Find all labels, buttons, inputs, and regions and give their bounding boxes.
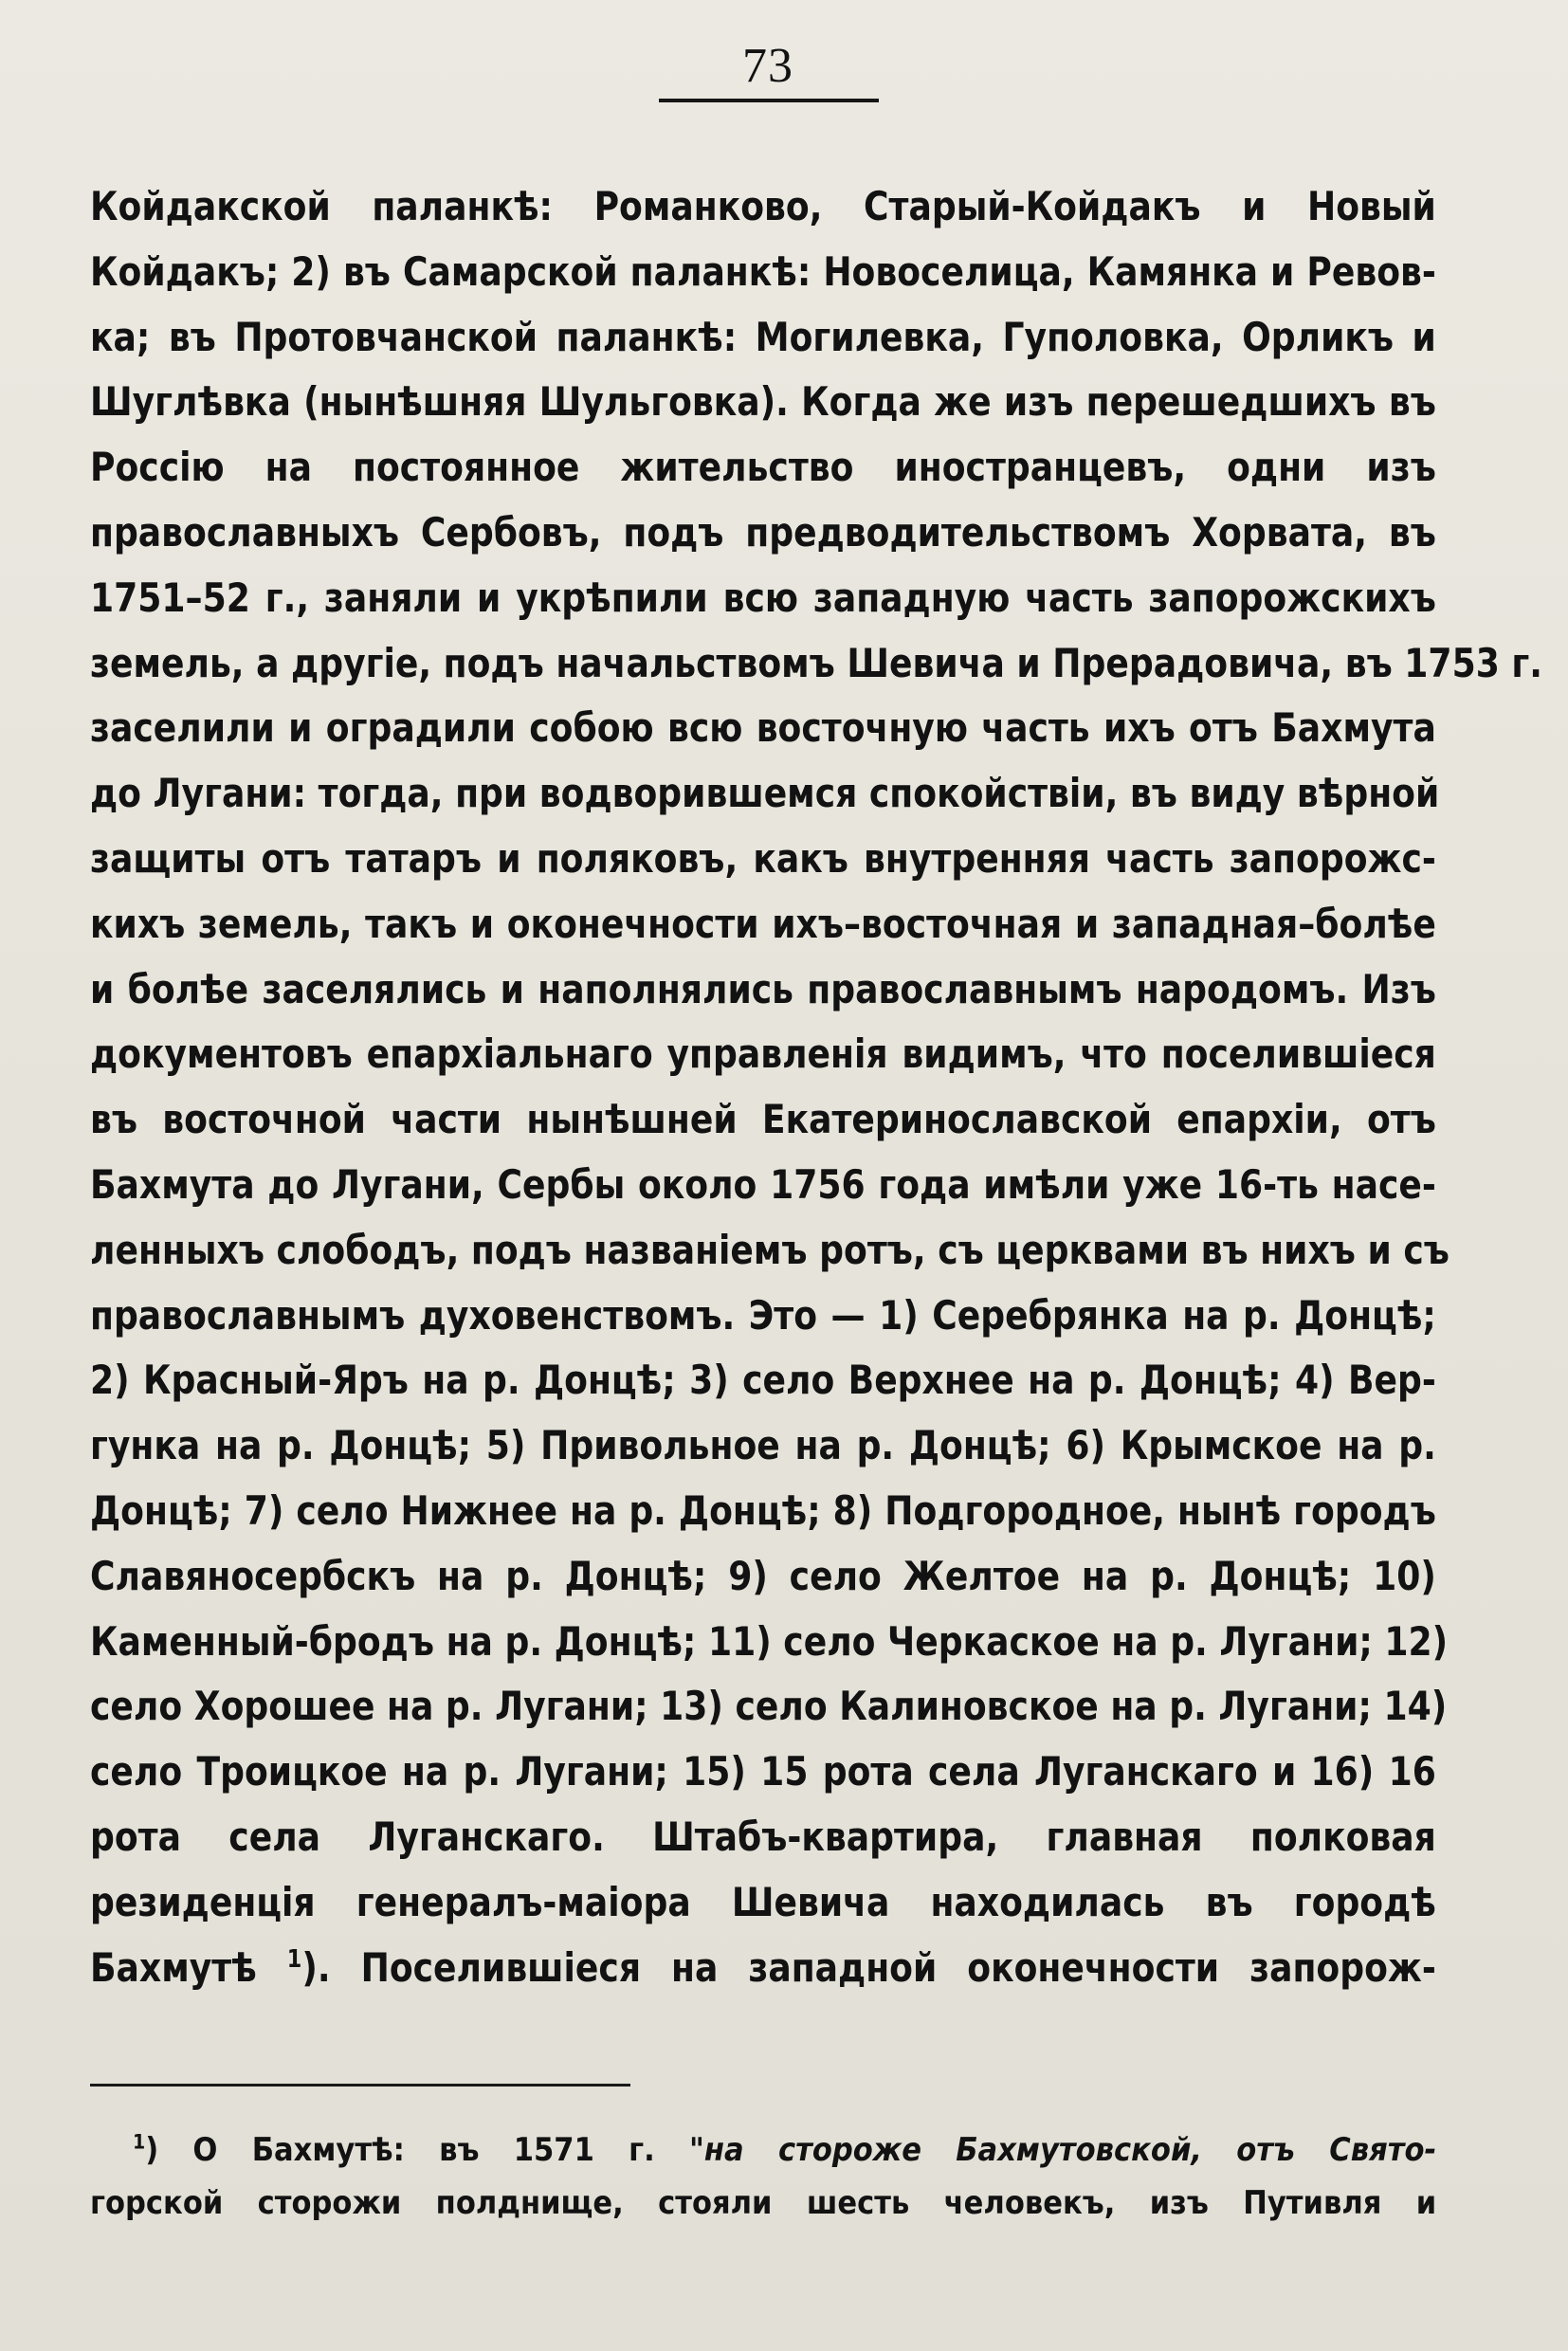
- text-line: Славяносербскъ на р. Донцѣ; 9) село Желтое на р. Донцѣ; 10): [90, 1552, 1436, 1599]
- footnote: [90, 2123, 1436, 2230]
- footnote-line: [90, 2123, 1436, 2177]
- text-line: 2) Красный-Яръ на р. Донцѣ; 3) село Верхнее на р. Донцѣ; 4) Вер-: [90, 1357, 1436, 1404]
- footnote-marker: 1: [133, 2129, 146, 2154]
- text-line: гунка на р. Донцѣ; 5) Привольное на р. Донцѣ; 6) Крымское на р.: [90, 1422, 1436, 1469]
- body-text: [90, 174, 1542, 2000]
- text-line: ка; въ Протовчанской паланкѣ: Могилевка, Гуполовка, Орликъ и: [90, 313, 1436, 360]
- text-line: ленныхъ слободъ, подъ названіемъ ротъ, съ церквами въ нихъ и съ: [90, 1226, 1449, 1273]
- text-line: до Лугани: тогда, при водворившемся спокойствіи, въ виду вѣрной: [90, 770, 1440, 817]
- text-line: Шуглѣвка (нынѣшняя Шульговка). Когда же изъ перешедшихъ въ: [90, 378, 1436, 426]
- footnote-separator: [90, 2084, 630, 2087]
- text-line: 1751–52 г., заняли и укрѣпили всю западную часть запорожскихъ: [90, 574, 1436, 621]
- text-line: и болѣе заселялись и наполнялись православнымъ народомъ. Изъ: [90, 965, 1436, 1012]
- text-line: рота села Луганскаго. Штабъ-квартира, главная полковая: [90, 1813, 1436, 1860]
- text-line: кихъ земель, такъ и оконечности ихъ–восточная и западная–болѣе: [90, 900, 1436, 947]
- text-line: Койдакской паланкѣ: Романково, Старый-Койдакъ и Новый: [90, 183, 1436, 229]
- page-number-underline: [659, 99, 879, 102]
- footnote-quote: на стороже Бахмутовской, отъ Свято-: [703, 2131, 1437, 2169]
- text-line: Бахмута до Лугани, Сербы около 1756 года имѣли уже 16-ть насе-: [90, 1160, 1436, 1208]
- text-line-last: [90, 1936, 1436, 2001]
- text-line: Россію на постоянное жительство иностранцевъ, одни изъ: [90, 444, 1436, 491]
- footnote-line: горской сторожи полднище, стояли шесть человекъ, изъ Путивля и: [90, 2184, 1437, 2222]
- text-line: село Троицкое на р. Лугани; 15) 15 рота села Луганскаго и 16) 16: [90, 1748, 1436, 1795]
- text-line: заселили и оградили собою всю восточную часть ихъ отъ Бахмута: [90, 704, 1436, 752]
- text-line: въ восточной части нынѣшней Екатеринославской епархіи, отъ: [90, 1096, 1436, 1143]
- text-line: документовъ епархіальнаго управленія видимъ, что поселившіеся: [90, 1030, 1436, 1078]
- text-line: защиты отъ татаръ и поляковъ, какъ внутренняя часть запорожс-: [90, 834, 1436, 882]
- text-line: Донцѣ; 7) село Нижнее на р. Донцѣ; 8) Подгородное, нынѣ городъ: [90, 1486, 1436, 1534]
- text-line: село Хорошее на р. Лугани; 13) село Калиновское на р. Лугани; 14): [90, 1683, 1448, 1730]
- text-line: православныхъ Сербовъ, подъ предводительствомъ Хорвата, въ: [90, 508, 1436, 556]
- footnote-reference: 1: [286, 1944, 302, 1974]
- text-line: резиденція генералъ-маіора Шевича находилась въ городѣ: [90, 1878, 1436, 1925]
- text-segment: Бахмутѣ: [90, 1943, 287, 1991]
- footnote-text: ) О Бахмутѣ: въ 1571 г. ": [145, 2131, 704, 2169]
- text-line: земель, а другіе, подъ начальствомъ Шевича и Прерадовича, въ 1753 г.: [90, 639, 1542, 686]
- text-line: православнымъ духовенствомъ. Это — 1) Серебрянка на р. Донцѣ;: [90, 1291, 1436, 1339]
- page-number: 73: [742, 39, 793, 93]
- text-segment: ). Поселившіеся на западной оконечности запорож-: [301, 1943, 1436, 1991]
- text-line: Койдакъ; 2) въ Самарской паланкѣ: Новоселица, Камянка и Ревов-: [90, 247, 1436, 295]
- text-line: Каменный-бродъ на р. Донцѣ; 11) село Черкаское на р. Лугани; 12): [90, 1617, 1449, 1665]
